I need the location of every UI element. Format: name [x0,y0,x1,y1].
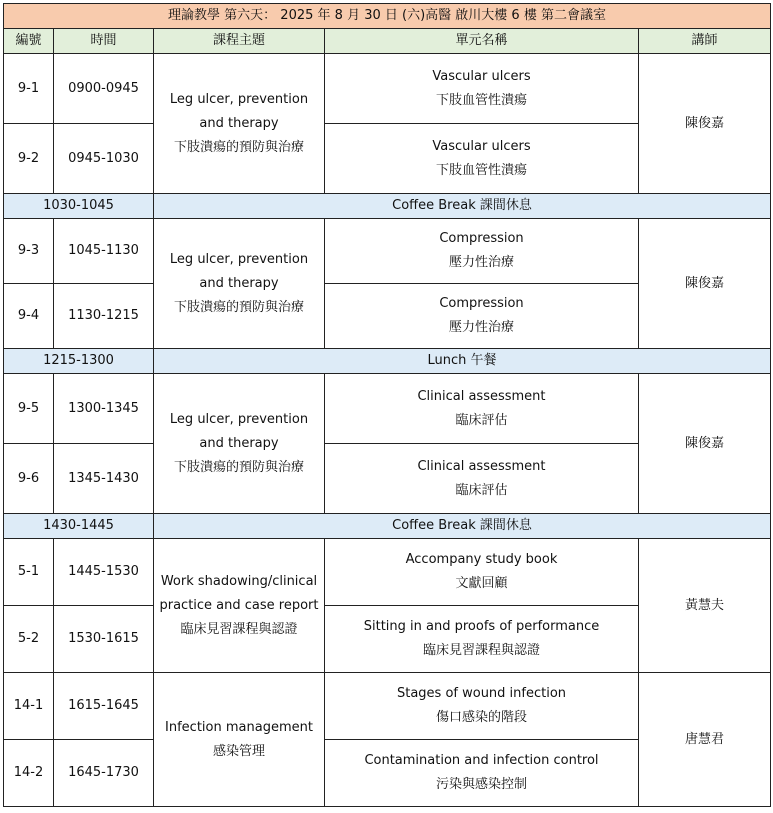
unit-name-zh: 傷口感染的階段 [435,710,527,725]
header-lecturer: 講師 [639,29,771,54]
session-time: 1345-1430 [54,444,154,514]
session-time: 1530-1615 [54,606,154,673]
session-time: 1615-1645 [54,673,154,740]
title-row [4,4,771,29]
table-row [4,673,771,740]
unit-name-zh: 壓力性治療 [448,255,514,270]
table-row [4,374,771,444]
course-topic-en: and therapy [199,115,279,131]
session-code: 14-2 [4,740,54,807]
break-label: Coffee Break 課間休息 [154,514,771,539]
unit-name-zh: 臨床見習課程與認證 [422,643,540,658]
course-topic-cell [154,539,325,673]
break-time: 1430-1445 [4,514,154,539]
break-label: Lunch 午餐 [154,349,771,374]
unit-name-zh: 文獻回顧 [455,576,508,591]
unit-name-en: Clinical assessment [417,458,546,474]
break-time: 1030-1045 [4,194,154,219]
session-code: 5-1 [4,539,54,606]
course-topic-en: Leg ulcer, prevention [169,91,309,107]
break-label: Coffee Break 課間休息 [154,194,771,219]
header-code: 編號 [4,29,54,54]
course-topic-en: Infection management [165,719,313,735]
unit-name-zh: 壓力性治療 [448,320,514,335]
session-code: 5-2 [4,606,54,673]
schedule-table [3,3,771,807]
unit-name-zh: 臨床評估 [455,482,508,498]
unit-name-zh: 臨床評估 [455,412,508,428]
unit-name-en: Compression [439,296,524,311]
lecturer-name: 唐慧君 [639,673,771,807]
unit-cell [325,673,639,740]
unit-name-en: Vascular ulcers [432,138,531,154]
header-time: 時間 [54,29,154,54]
course-topic-en: and therapy [199,275,279,291]
unit-name-en: Accompany study book [405,552,558,567]
course-topic-en: Work shadowing/clinical [160,573,318,589]
unit-name-en: Contamination and infection control [364,753,599,768]
session-code: 9-4 [4,284,54,349]
session-time: 0900-0945 [54,54,154,124]
break-row [4,349,771,374]
unit-cell [325,444,639,514]
unit-cell [325,219,639,284]
unit-name-en: Clinical assessment [417,388,546,404]
session-code: 9-1 [4,54,54,124]
course-topic-en: Leg ulcer, prevention [169,411,309,427]
unit-cell [325,124,639,194]
course-topic-cell [154,374,325,514]
unit-cell [325,54,639,124]
session-code: 9-6 [4,444,54,514]
lecturer-name: 陳俊嘉 [639,219,771,349]
session-time: 1300-1345 [54,374,154,444]
lecturer-name: 陳俊嘉 [639,54,771,194]
unit-name-zh: 下肢血管性潰瘍 [435,162,527,178]
table-row [4,539,771,606]
course-topic-zh: 感染管理 [212,743,265,759]
unit-cell [325,740,639,807]
course-topic-zh: 臨床見習課程與認證 [180,621,298,637]
break-row [4,514,771,539]
course-topic-cell [154,673,325,807]
session-code: 9-2 [4,124,54,194]
unit-cell [325,284,639,349]
unit-cell [325,374,639,444]
course-topic-en: practice and case report [159,597,319,613]
lecturer-name: 黃慧夫 [639,539,771,673]
session-time: 1645-1730 [54,740,154,807]
session-time: 1130-1215 [54,284,154,349]
header-row [4,29,771,54]
course-topic-zh: 下肢潰瘍的預防與治療 [173,299,304,315]
break-time: 1215-1300 [4,349,154,374]
unit-name-zh: 污染與感染控制 [435,777,527,792]
break-row [4,194,771,219]
course-topic-zh: 下肢潰瘍的預防與治療 [173,139,304,155]
unit-name-en: Vascular ulcers [432,68,531,84]
header-topic: 課程主題 [154,29,325,54]
course-topic-en: and therapy [199,435,279,451]
lecturer-name: 陳俊嘉 [639,374,771,514]
table-row [4,219,771,284]
course-topic-cell [154,219,325,349]
session-code: 14-1 [4,673,54,740]
unit-name-en: Compression [439,231,524,246]
course-topic-zh: 下肢潰瘍的預防與治療 [173,459,304,475]
unit-name-zh: 下肢血管性潰瘍 [435,92,527,108]
course-topic-cell [154,54,325,194]
unit-cell [325,539,639,606]
session-time: 1445-1530 [54,539,154,606]
schedule-title: 理論教學 第六天： 2025 年 8 月 30 日 (六)高醫 啟川大樓 6 樓 第二會議室 [4,4,771,29]
session-code: 9-3 [4,219,54,284]
table-row [4,54,771,124]
session-time: 0945-1030 [54,124,154,194]
unit-name-en: Stages of wound infection [396,686,567,701]
unit-cell [325,606,639,673]
session-code: 9-5 [4,374,54,444]
header-unit: 單元名稱 [325,29,639,54]
session-time: 1045-1130 [54,219,154,284]
unit-name-en: Sitting in and proofs of performance [363,619,600,634]
course-topic-en: Leg ulcer, prevention [169,251,309,267]
